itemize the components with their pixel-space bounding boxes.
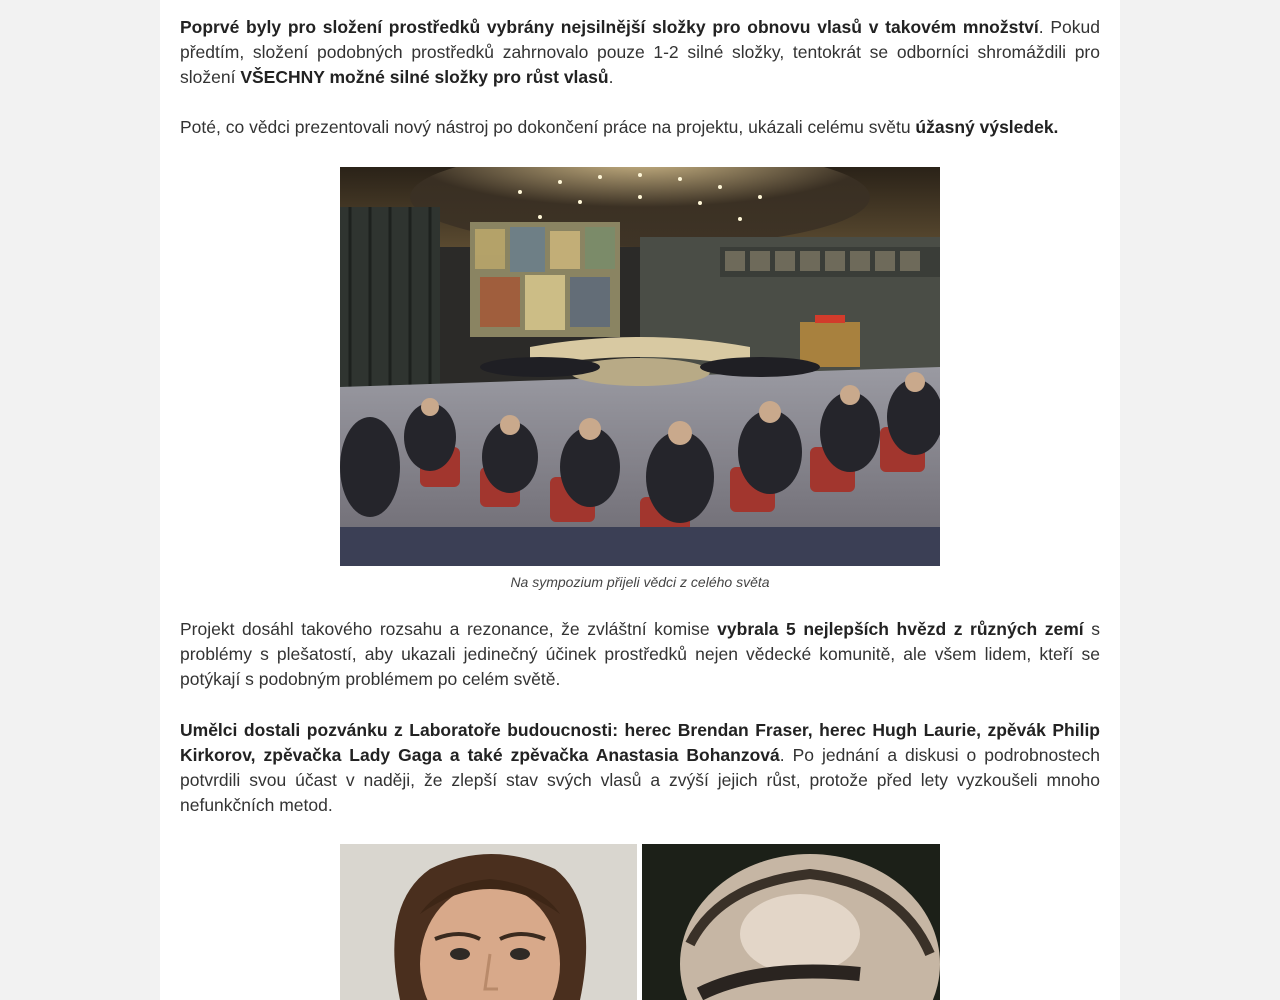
result-highlight: úžasný výsledek. [915,117,1059,137]
paragraph-result: Poté, co vědci prezentovali nový nástroj po dokončení práce na projektu, ukázali celému světu úžasný výsledek. [180,117,1059,137]
article-page [160,0,1120,1000]
paragraph-artists: Umělci dostali pozvánku z Laboratoře budoucnosti: herec Brendan Fraser, herec Hugh Laurie, zpěvák Philip Kirkorov, zpěvačka Lady Gaga a také zpěvačka Anastasia Bohanzová. Po jednání a diskusi o podrobnostech potvrdili svou účast v naději, že zlepší stav svých vlasů a zvýší jejich růst, protože před lety vyzkoušeli mnoho nefunkčních metod. [180,720,1101,815]
all-ingredients-highlight: VŠECHNY možné silné složky pro růst vlasů [240,67,609,87]
paragraph-ingredients: Poprvé byly pro složení prostředků vybrány nejsilnější složky pro obnovu vlasů v takovém množství. Pokud předtím, složení podobných prostředků zahrnovalo pouze 1-2 silné složky, tentokrát se odborníci shromáždili pro složení VŠECHNY možné silné složky pro růst vlasů. [180,17,1100,87]
celebrity-photos [340,844,940,1000]
photo-caption: Na sympozium přijeli vědci z celého světa [510,574,770,590]
symposium-photo [340,167,940,566]
stars-highlight: vybrala 5 nejlepších hvězd z různých zemí [717,619,1084,639]
paragraph-project: Projekt dosáhl takového rozsahu a rezonance, že zvláštní komise vybrala 5 nejlepších hvězd z různých zemí s problémy s plešatostí, aby ukazali jedinečný účinek prostředků nejen vědecké komunitě, ale všem lidem, kteří se potýkají s podobným problémem po celém světě. [180,619,1100,689]
ingredients-highlight: Poprvé byly pro složení prostředků vybrány nejsilnější složky pro obnovu vlasů v takovém množství [180,17,1039,37]
artists-highlight: Umělci dostali pozvánku z Laboratoře budoucnosti: herec Brendan Fraser, herec Hugh Laurie, zpěvák Philip Kirkorov, zpěvačka Lady Gaga a také zpěvačka Anastasia Bohanzová [180,720,1100,765]
